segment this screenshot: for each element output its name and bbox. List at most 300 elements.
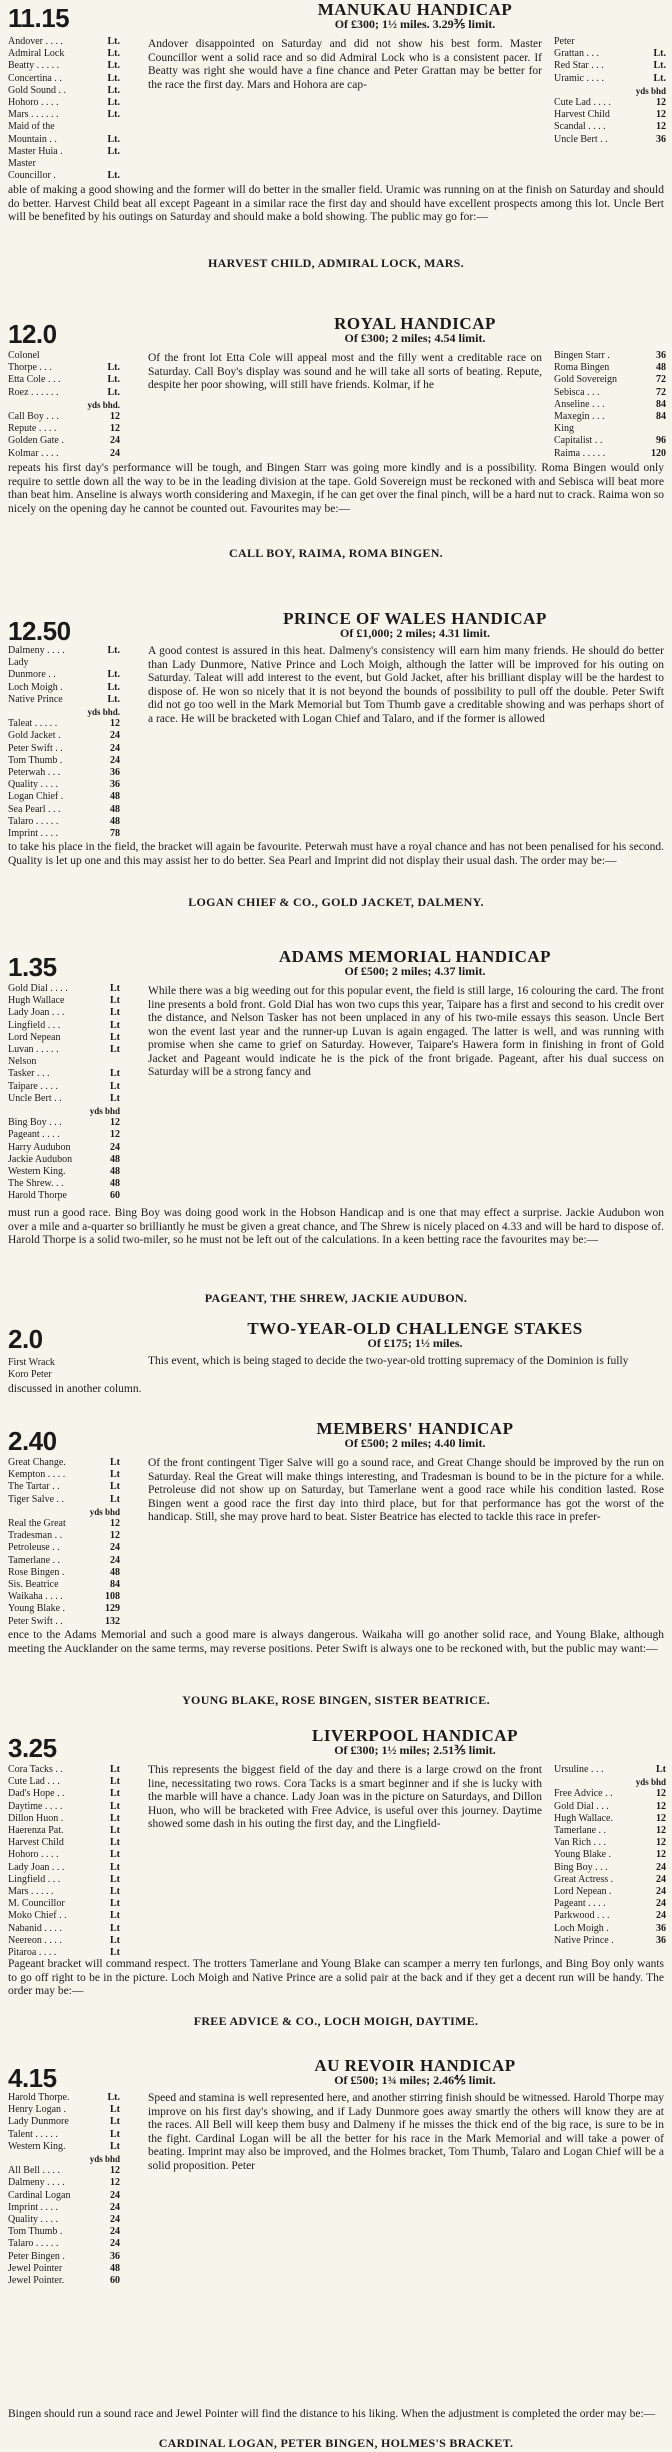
race-commentary-top: Andover disappointed on Saturday and did not show his best form. Master Councillor went a solid race and so did Admiral Lock who is a consistent pacer. If Beatty was right she would have a fine chance and Peter Grattan may be better for the race the first day. Mars and Hohora are cap- — [148, 38, 542, 91]
horse-name: Imprint . . . . — [8, 828, 58, 840]
horse-handicap: 24 — [110, 1554, 120, 1566]
horse-handicap — [116, 350, 120, 362]
horse-handicap: Lt — [110, 1837, 120, 1849]
horse-entry — [8, 134, 120, 146]
horse-entry — [8, 2275, 120, 2287]
horse-name: Cora Tacks . . — [8, 1764, 63, 1775]
horse-name: Capitalist . . — [554, 435, 603, 447]
horse-handicap: 36 — [656, 1934, 666, 1946]
horse-name: The Tartar . . — [8, 1481, 60, 1493]
horse-entry — [8, 1825, 120, 1837]
handicap-column-heading: yds bhd. — [87, 399, 120, 410]
horse-entry — [554, 1862, 666, 1874]
horse-name: Dalmeny . . . . — [8, 645, 65, 656]
horse-name: Quality . . . . — [8, 779, 58, 791]
horse-name: Lingfield . . . — [8, 1873, 61, 1885]
field-list-left — [8, 1357, 120, 1381]
field-list-left — [8, 983, 120, 1203]
field-list-left — [8, 1764, 120, 1959]
horse-name: Peter Swift . . — [8, 1615, 63, 1627]
horse-name: Talaro . . . . . — [8, 815, 59, 827]
horse-handicap: Lt. — [107, 645, 120, 656]
horse-handicap: 12 — [656, 97, 666, 109]
horse-handicap: 84 — [656, 398, 666, 410]
horse-handicap: 84 — [656, 411, 666, 423]
race-time: 3.25 — [8, 1733, 57, 1763]
horse-handicap: Lt — [110, 1068, 120, 1080]
horse-entry — [554, 134, 666, 146]
horse-entry — [8, 645, 120, 657]
horse-name: Tradesman . . — [8, 1530, 63, 1542]
horse-name: Quality . . . . — [8, 2214, 58, 2226]
handicap-column-heading: yds bhd — [635, 1777, 666, 1788]
horse-name: Tom Thumb . — [8, 754, 63, 766]
horse-handicap: 24 — [110, 2189, 120, 2201]
horse-handicap: Lt — [110, 1031, 120, 1043]
horse-handicap — [116, 1369, 120, 1381]
horse-name: Etta Cole . . . — [8, 374, 61, 386]
horse-entry — [8, 779, 120, 791]
horse-entry — [8, 1166, 120, 1178]
horse-handicap: 120 — [651, 447, 666, 459]
horse-name: Taleat . . . . . — [8, 718, 58, 730]
horse-handicap: 36 — [656, 350, 666, 361]
horse-handicap: Lt. — [107, 48, 120, 60]
race-commentary: to take his place in the field, the bracket will again be favourite. Peterwah must have a royal chance and has not been penalised for his second. Quality is let up one and this may assist her to do better. Sea Pearl and Imprint did not display their usual dash. The order may be:— — [8, 841, 664, 867]
horse-handicap: Lt — [110, 1800, 120, 1812]
horse-name: Jewel Pointer. — [8, 2275, 65, 2287]
race-picks: LOGAN CHIEF & CO., GOLD JACKET, DALMENY. — [188, 895, 484, 909]
horse-handicap: Lt — [656, 1764, 666, 1775]
horse-handicap: Lt — [110, 1947, 120, 1959]
field-list-left — [8, 350, 120, 460]
horse-handicap: 24 — [656, 1910, 666, 1922]
horse-entry — [8, 2116, 120, 2128]
field-list-right — [554, 350, 666, 460]
race-time: 1.35 — [8, 952, 57, 982]
field-list-right — [554, 36, 666, 146]
horse-entry — [8, 1530, 120, 1542]
race-picks: CARDINAL LOGAN, PETER BINGEN, HOLMES'S BRACKET. — [158, 2436, 514, 2450]
horse-name: Lord Nepean . — [554, 1886, 612, 1898]
horse-name: Grattan . . . — [554, 48, 599, 60]
horse-name: Bing Boy . . . — [554, 1861, 608, 1873]
horse-entry — [8, 1494, 120, 1506]
race-title: TWO-YEAR-OLD CHALLENGE STAKES — [247, 1319, 583, 1338]
horse-handicap: 132 — [105, 1615, 120, 1627]
horse-entry — [8, 1117, 120, 1129]
horse-name: Tasker . . . — [8, 1068, 50, 1080]
race-conditions: Of £1,000; 2 miles; 4.31 limit. — [340, 626, 490, 640]
horse-entry — [8, 448, 120, 460]
horse-handicap: 12 — [110, 423, 120, 435]
horse-entry — [8, 1469, 120, 1481]
horse-handicap: 78 — [110, 828, 120, 840]
horse-entry — [8, 1579, 120, 1591]
horse-name: Imprint . . . . — [8, 2201, 58, 2213]
horse-entry — [8, 1154, 120, 1166]
horse-name: Peter Swift . . — [8, 742, 63, 754]
horse-entry — [8, 1369, 120, 1381]
horse-handicap: 12 — [656, 1849, 666, 1861]
horse-entry — [8, 1178, 120, 1190]
horse-entry — [8, 2202, 120, 2214]
horse-name: Native Prince . — [554, 1934, 614, 1946]
horse-handicap: 24 — [110, 447, 120, 459]
horse-entry — [554, 1801, 666, 1813]
horse-entry — [8, 1603, 120, 1615]
horse-name — [8, 399, 83, 411]
horse-name: Beatty . . . . . — [8, 60, 60, 72]
horse-handicap: Lt — [110, 995, 120, 1007]
horse-name: Golden Gate . — [8, 435, 64, 447]
horse-name: Dalmeny . . . . — [8, 2177, 65, 2189]
race-time: 2.0 — [8, 1324, 43, 1354]
horse-entry — [8, 755, 120, 767]
horse-name: Western King. — [8, 2140, 66, 2152]
race-title: ADAMS MEMORIAL HANDICAP — [278, 947, 552, 966]
horse-handicap: Lt — [110, 1092, 120, 1104]
horse-handicap: Lt — [110, 1861, 120, 1873]
horse-handicap: Lt — [110, 2116, 120, 2128]
horse-name: Master Huia . — [8, 145, 63, 157]
horse-handicap: 48 — [110, 1566, 120, 1578]
horse-handicap: 48 — [110, 1166, 120, 1178]
horse-name: Kempton . . . . — [8, 1469, 66, 1481]
horse-name: Young Blake . — [554, 1849, 612, 1861]
horse-entry — [8, 1081, 120, 1093]
horse-handicap: 24 — [656, 1861, 666, 1873]
horse-name: Call Boy . . . — [8, 411, 59, 423]
horse-handicap: Lt — [110, 1873, 120, 1885]
horse-entry — [554, 1764, 666, 1776]
horse-name: Nelson — [8, 1056, 37, 1068]
horse-handicap: Lt. — [653, 48, 666, 60]
horse-name: Gold Sound . . — [8, 84, 67, 96]
horse-handicap: 12 — [110, 2177, 120, 2189]
horse-name: Gold Dial . . . . — [8, 983, 68, 994]
horse-entry — [8, 121, 120, 133]
horse-entry — [8, 362, 120, 374]
horse-name: M. Councillor — [8, 1898, 65, 1910]
horse-handicap: Lt — [110, 1481, 120, 1493]
race-conditions: Of £300; 2 miles; 4.54 limit. — [344, 331, 486, 345]
horse-entry — [554, 1813, 666, 1825]
race-time: 12.50 — [8, 616, 71, 646]
race-commentary-top: A good contest is assured in this heat. Dalmeny's consistency will earn him many friends. He should do better than Lady Dunmore, Native Prince and Loch Moigh, although the latter will be improved for his outing on Saturday. Taleat will add interest to the event, but Gold Jacket, after his brilliant display will be the hardest to dispose of. He won so nicely that it is not beyond the bounds of possibility to pull off the double. Peter Swift did not go too well in the Mark Memorial but Tom Thumb gave a creditable showing and was perhaps short of a race. He will be bracketed with Logan Chief and Talaro, and if the former is allowed — [148, 645, 664, 725]
horse-handicap: Lt — [110, 1825, 120, 1837]
horse-handicap: Lt — [110, 983, 120, 994]
horse-name: Harry Audubon — [8, 1141, 71, 1153]
horse-name: Dad's Hope . . — [8, 1788, 65, 1800]
horse-entry — [8, 1068, 120, 1080]
horse-handicap: Lt — [110, 1080, 120, 1092]
horse-handicap: 12 — [110, 1530, 120, 1542]
horse-name: Young Blake . — [8, 1603, 66, 1615]
horse-entry — [554, 387, 666, 399]
horse-entry — [8, 1056, 120, 1068]
horse-entry — [8, 669, 120, 681]
race-block — [0, 925, 672, 1325]
horse-name: Petroleuse . . — [8, 1542, 60, 1554]
horse-name: Raima . . . . . — [554, 447, 606, 459]
horse-name: Lady Joan . . . — [8, 1007, 65, 1019]
horse-entry — [8, 706, 120, 718]
horse-handicap: Lt — [110, 1886, 120, 1898]
horse-entry — [8, 1567, 120, 1579]
horse-name: Parkwood . . . — [554, 1910, 610, 1922]
horse-name: Western King. — [8, 1166, 66, 1178]
horse-handicap: 72 — [656, 386, 666, 398]
field-list-left — [8, 2092, 120, 2287]
horse-entry — [554, 1910, 666, 1922]
handicap-column-heading: yds bhd — [89, 2154, 120, 2165]
horse-entry — [8, 1923, 120, 1935]
race-title: AU REVOIR HANDICAP — [314, 2056, 516, 2075]
horse-entry — [8, 1357, 120, 1369]
horse-entry — [554, 1886, 666, 1898]
horse-handicap: 24 — [110, 2226, 120, 2238]
race-conditions: Of £300; 1½ miles. 3.29⅗ limit. — [334, 17, 496, 31]
horse-name — [554, 1776, 632, 1788]
horse-name: Mars . . . . . . — [8, 109, 59, 121]
horse-entry — [554, 1825, 666, 1837]
race-commentary: Pageant bracket will command respect. The trotters Tamerlane and Young Blake can scamper a merry ten furlongs, and Bing Boy only wants to go off right to be in the picture. Loch Moigh and Native Prince are a solid pair at the back and if they get a decent run will be handy. The order may be:— — [8, 1958, 664, 1997]
horse-handicap: 12 — [110, 2165, 120, 2177]
field-list-left — [8, 645, 120, 840]
horse-name: Cute Lad . . . — [8, 1776, 60, 1788]
race-title: MEMBERS' HANDICAP — [316, 1419, 514, 1438]
race-block — [0, 1295, 672, 1405]
horse-handicap: Lt. — [107, 36, 120, 47]
horse-name: Daytime . . . . — [8, 1800, 63, 1812]
horse-entry — [8, 85, 120, 97]
horse-name: Lady — [8, 657, 29, 669]
horse-entry — [8, 170, 120, 182]
horse-handicap: 24 — [110, 754, 120, 766]
horse-entry — [8, 1776, 120, 1788]
horse-entry — [8, 1764, 120, 1776]
horse-handicap: Lt. — [107, 170, 120, 182]
horse-entry — [8, 1044, 120, 1056]
horse-handicap: Lt. — [107, 2092, 120, 2103]
horse-name: Luvan . . . . . — [8, 1044, 59, 1056]
horse-entry — [8, 158, 120, 170]
horse-name: Taipare . . . . — [8, 1080, 58, 1092]
race-conditions: Of £175; 1½ miles. — [367, 1336, 463, 1350]
horse-name: First Wrack — [8, 1357, 55, 1368]
horse-handicap — [116, 121, 120, 133]
horse-name: Lord Nepean — [8, 1031, 61, 1043]
horse-name: Roma Bingen — [554, 362, 610, 374]
horse-handicap: 12 — [656, 1812, 666, 1824]
handicap-column-heading: yds bhd — [89, 1106, 120, 1117]
horse-handicap: 24 — [656, 1898, 666, 1910]
horse-entry — [8, 730, 120, 742]
horse-handicap: 60 — [110, 2275, 120, 2287]
horse-name: Great Actress . — [554, 1873, 614, 1885]
horse-entry — [8, 2263, 120, 2275]
horse-handicap: Lt — [110, 1898, 120, 1910]
horse-name: Tamerlane . . — [8, 1554, 61, 1566]
horse-name: Uncle Bert . . — [8, 1092, 62, 1104]
horse-handicap: 24 — [110, 435, 120, 447]
race-block — [0, 0, 672, 295]
horse-handicap: Lt — [110, 1812, 120, 1824]
race-conditions: Of £500; 2 miles; 4.40 limit. — [344, 1436, 486, 1450]
horse-name: Gold Sovereign — [554, 374, 618, 386]
horse-entry — [554, 374, 666, 386]
horse-name: Tiger Salve . . — [8, 1493, 65, 1505]
race-commentary: Bingen should run a sound race and Jewel Pointer will find the distance to his liking. When the adjustment is completed the order may be:— — [8, 2408, 656, 2420]
race-picks: HARVEST CHILD, ADMIRAL LOCK, MARS. — [208, 256, 464, 270]
horse-name: Andover . . . . — [8, 36, 63, 47]
horse-entry — [8, 48, 120, 60]
horse-entry — [8, 2153, 120, 2165]
horse-entry — [8, 73, 120, 85]
horse-handicap: Lt. — [107, 84, 120, 96]
horse-name: Pitaroa . . . . — [8, 1947, 57, 1959]
race-picks: YOUNG BLAKE, ROSE BINGEN, SISTER BEATRICE. — [182, 1693, 490, 1707]
horse-name: Anseline . . . — [554, 398, 605, 410]
field-list-left — [8, 1457, 120, 1628]
horse-name: Nabanid . . . . — [8, 1922, 62, 1934]
horse-name: Haerenza Pat. — [8, 1825, 64, 1837]
horse-entry — [8, 1788, 120, 1800]
horse-handicap: Lt — [110, 1007, 120, 1019]
horse-entry — [8, 1518, 120, 1530]
horse-entry — [554, 1776, 666, 1788]
horse-handicap: 24 — [110, 742, 120, 754]
horse-handicap: Lt — [110, 1776, 120, 1788]
race-picks: FREE ADVICE & CO., LOCH MOIGH, DAYTIME. — [193, 2014, 479, 2028]
horse-name — [8, 2153, 86, 2165]
horse-entry — [8, 2104, 120, 2116]
horse-name: King — [554, 423, 574, 435]
horse-name: Ursuline . . . — [554, 1764, 604, 1775]
horse-name: The Shrew. . . — [8, 1178, 64, 1190]
horse-handicap — [116, 158, 120, 170]
horse-entry — [8, 1935, 120, 1947]
race-picks: PAGEANT, THE SHREW, JACKIE AUDUBON. — [204, 1291, 468, 1305]
horse-name: Loch Moigh . — [554, 1922, 609, 1934]
horse-entry — [8, 682, 120, 694]
horse-entry — [8, 2177, 120, 2189]
horse-name: Cute Lad . . . . — [554, 97, 611, 109]
race-conditions: Of £500; 2 miles; 4.37 limit. — [344, 964, 486, 978]
horse-entry — [8, 1886, 120, 1898]
horse-entry — [554, 121, 666, 133]
horse-handicap: Lt — [110, 2128, 120, 2140]
horse-entry — [554, 411, 666, 423]
horse-handicap: 24 — [110, 1141, 120, 1153]
race-title: ROYAL HANDICAP — [334, 314, 496, 333]
horse-name: Loch Moigh . — [8, 681, 63, 693]
horse-name: Talent . . . . . — [8, 2128, 58, 2140]
horse-entry — [8, 435, 120, 447]
horse-name: Harvest Child — [8, 1837, 64, 1849]
race-title: LIVERPOOL HANDICAP — [312, 1726, 518, 1745]
horse-entry — [8, 1105, 120, 1117]
horse-name: Gold Dial . . . — [554, 1800, 609, 1812]
horse-name: Sea Pearl . . . — [8, 803, 61, 815]
race-title: PRINCE OF WALES HANDICAP — [283, 609, 547, 628]
horse-entry — [8, 2165, 120, 2177]
horse-handicap: 48 — [110, 815, 120, 827]
horse-name — [554, 85, 632, 97]
horse-handicap: 96 — [656, 435, 666, 447]
horse-handicap: Lt. — [107, 681, 120, 693]
horse-entry — [8, 1506, 120, 1518]
horse-entry — [8, 767, 120, 779]
race-commentary-top: This represents the biggest field of the day and there is a large crowd on the front line, necessitating two rows. Cora Tacks is a smart beginner and if she is lucky with the marble will have a chance. Lady Joan was in the picture on Saturdays, and Dillon Huon, who will be bracketed with Free Advice, is useful over this journey. Daytime showed some dash in his outing the first day, and the Lingfield- — [148, 1764, 542, 1830]
horse-entry — [8, 1542, 120, 1554]
race-block — [0, 2030, 672, 2452]
horse-entry — [8, 983, 120, 995]
horse-entry — [8, 2251, 120, 2263]
horse-handicap: 12 — [656, 1788, 666, 1800]
horse-handicap: 12 — [110, 1117, 120, 1129]
horse-handicap — [116, 1056, 120, 1068]
horse-handicap: Lt — [110, 1934, 120, 1946]
horse-handicap: Lt. — [107, 362, 120, 374]
horse-entry — [554, 1935, 666, 1947]
horse-name: Concertina . . — [8, 72, 62, 84]
race-block — [0, 292, 672, 560]
horse-entry — [8, 97, 120, 109]
horse-name: Lady Joan . . . — [8, 1861, 65, 1873]
horse-name: Harold Thorpe. — [8, 2092, 70, 2103]
horse-name: Talaro . . . . . — [8, 2238, 59, 2250]
horse-entry — [8, 350, 120, 362]
horse-handicap: Lt — [110, 1922, 120, 1934]
horse-entry — [554, 1849, 666, 1861]
horse-name: Bing Boy . . . — [8, 1117, 62, 1129]
horse-entry — [8, 374, 120, 386]
race-conditions: Of £300; 1½ miles; 2.51⅗ limit. — [334, 1743, 496, 1757]
horse-name: All Bell . . . . — [8, 2165, 60, 2177]
horse-name: Great Change. — [8, 1457, 66, 1468]
horse-handicap: Lt — [110, 1910, 120, 1922]
horse-entry — [8, 1555, 120, 1567]
horse-entry — [8, 718, 120, 730]
horse-entry — [8, 1849, 120, 1861]
horse-entry — [8, 804, 120, 816]
horse-name: Maxegin . . . — [554, 411, 605, 423]
horse-name: Roez . . . . . . — [8, 386, 59, 398]
horse-handicap — [116, 657, 120, 669]
race-time: 11.15 — [8, 3, 70, 33]
horse-handicap: 84 — [110, 1579, 120, 1591]
horse-handicap: Lt — [110, 1493, 120, 1505]
horse-name: Uncle Bert . . — [554, 133, 608, 145]
horse-handicap: Lt — [110, 1457, 120, 1468]
horse-handicap: Lt. — [107, 669, 120, 681]
horse-name: Hugh Wallace — [8, 995, 65, 1007]
horse-entry — [8, 1032, 120, 1044]
horse-handicap: 48 — [110, 1153, 120, 1165]
horse-handicap: Lt — [110, 1764, 120, 1775]
horse-handicap: Lt — [110, 2140, 120, 2152]
horse-name: Colonel — [8, 350, 40, 361]
horse-entry — [8, 60, 120, 72]
horse-name: Harvest Child — [554, 109, 610, 121]
horse-name: Logan Chief . — [8, 791, 64, 803]
horse-name: Jewel Pointer — [8, 2262, 63, 2274]
horse-handicap: 24 — [110, 1542, 120, 1554]
race-time: 2.40 — [8, 1426, 57, 1456]
horse-handicap: 60 — [110, 1190, 120, 1202]
